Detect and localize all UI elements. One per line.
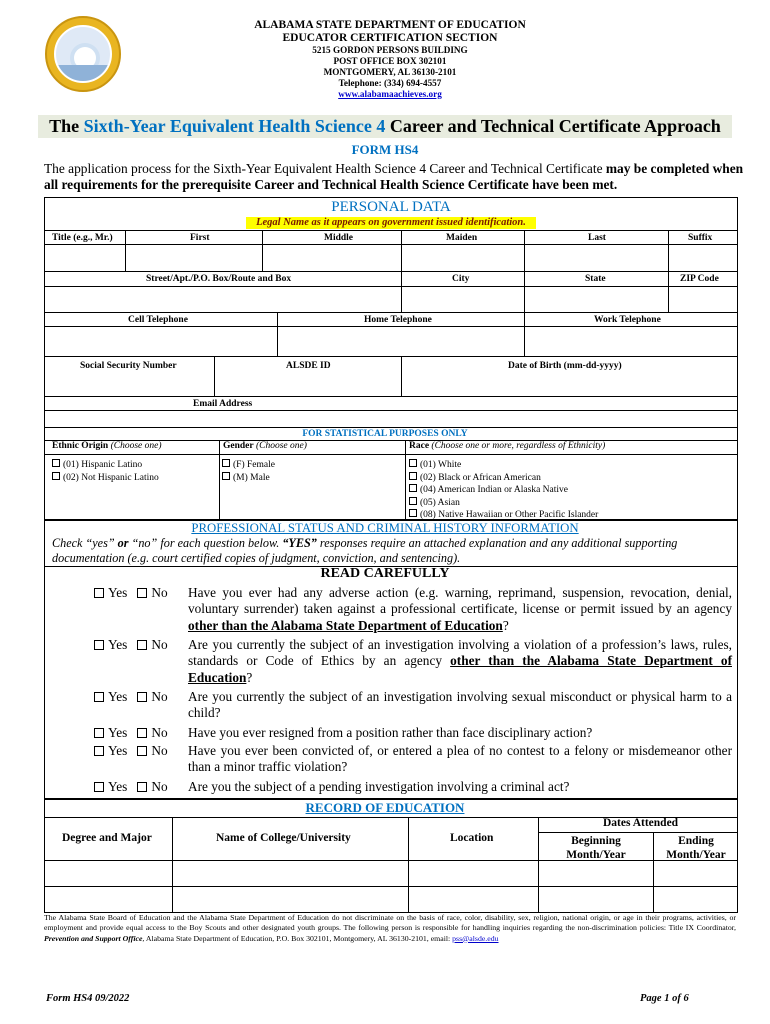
telephone: Telephone: (334) 694-4557 <box>338 78 442 88</box>
col-dates-attended: Dates Attended <box>603 817 679 829</box>
yes-checkbox[interactable]: Yes <box>94 585 127 600</box>
city-input[interactable] <box>402 287 524 311</box>
personal-data-title: PERSONAL DATA <box>331 199 451 215</box>
yes-checkbox[interactable]: Yes <box>94 725 127 740</box>
checkbox[interactable] <box>409 509 417 517</box>
checkbox[interactable] <box>409 484 417 492</box>
col-location: Location <box>450 832 494 844</box>
professional-status-title: PROFESSIONAL STATUS AND CRIMINAL HISTORY INFORMATION <box>191 521 579 535</box>
label-first: First <box>190 233 210 243</box>
legal-name-note: Legal Name as it appears on government issued identification. <box>246 217 536 229</box>
label-home: Home Telephone <box>364 315 432 325</box>
nondiscrimination-notice: The Alabama State Board of Education and the Alabama State Department of Education do not discriminate on the basis of race, color, disability, sex, religion, national origin, or age in their programs, activities, or employment and provide equal access to the Boy Scouts and other designated youth groups. The following person is responsible for handling inquiries regarding the non-discrimination policies: Title IX Coordinator, Prevention and Support Office, Alabama State Department of Education, P.O. Box 302101, Montgomery, AL 36130-2101, email: pss@alsde.edu <box>44 913 736 943</box>
question-row <box>94 779 734 797</box>
first-name-input[interactable] <box>126 245 262 271</box>
email-link[interactable]: pss@alsde.edu <box>452 933 499 943</box>
ethnic-option-hispanic[interactable]: (01) Hispanic Latino <box>52 459 159 472</box>
no-checkbox[interactable]: No <box>137 725 167 740</box>
no-checkbox[interactable]: No <box>137 637 167 652</box>
intro-text: The application process for the Sixth-Year Equivalent Health Science 4 Career and Technical Certificate may be completed when all requirements for the prerequisite Career and Technical Health Science Certificate have been met. <box>44 161 744 192</box>
race-option-pacific-islander[interactable]: (08) Native Hawaiian or Other Pacific Islander <box>409 509 598 522</box>
question-row <box>94 689 734 725</box>
middle-name-input[interactable] <box>263 245 401 271</box>
city-zip: MONTGOMERY, AL 36130-2101 <box>323 67 457 77</box>
professional-instructions: Check “yes” or “no” for each question below. “YES” responses require an attached explanation and any additional supporting documentation (e.g. court certified copies of judgment, conviction, and sentencing). <box>52 536 678 565</box>
education-title: RECORD OF EDUCATION <box>305 800 465 815</box>
yes-checkbox[interactable]: Yes <box>94 779 127 794</box>
question-text: Have you ever resigned from a position rather than face disciplinary action? <box>188 725 593 740</box>
no-checkbox[interactable]: No <box>137 689 167 704</box>
ethnic-options <box>52 459 159 484</box>
title-input[interactable] <box>45 245 125 271</box>
po-box: POST OFFICE BOX 302101 <box>333 56 447 66</box>
form-version: Form HS4 09/2022 <box>46 993 130 1004</box>
col-college: Name of College/University <box>216 832 351 844</box>
checkbox[interactable] <box>409 472 417 480</box>
checkbox[interactable] <box>409 497 417 505</box>
checkbox[interactable] <box>222 459 230 467</box>
agency-header <box>150 19 630 100</box>
race-option-asian[interactable]: (05) Asian <box>409 497 598 510</box>
checkbox[interactable] <box>52 459 60 467</box>
label-email: Email Address <box>193 399 253 409</box>
ethnic-origin-label: Ethnic Origin (Choose one) <box>52 441 162 451</box>
race-options <box>409 459 598 522</box>
home-phone-input[interactable] <box>278 327 524 355</box>
page-number: Page 1 of 6 <box>640 993 689 1004</box>
race-option-american-indian[interactable]: (04) American Indian or Alaska Native <box>409 484 598 497</box>
label-suffix: Suffix <box>688 233 713 243</box>
state-seal-logo <box>45 16 121 92</box>
label-title: Title (e.g., Mr.) <box>52 233 113 243</box>
read-carefully-heading: READ CAREFULLY <box>320 566 450 581</box>
education-row-input[interactable] <box>45 861 737 885</box>
label-city: City <box>452 274 470 284</box>
section-name: EDUCATOR CERTIFICATION SECTION <box>282 32 498 44</box>
question-row <box>94 585 734 637</box>
gender-option-male[interactable]: (M) Male <box>222 472 275 485</box>
label-ssn: Social Security Number <box>80 361 177 371</box>
question-text: Are you currently the subject of an investigation involving a violation of a profession’s laws, rules, standards or Code of Ethics by an agency other than the Alabama State Department of Education? <box>188 637 732 685</box>
yes-checkbox[interactable]: Yes <box>94 743 127 758</box>
ssn-input[interactable] <box>45 373 214 395</box>
question-text: Are you the subject of a pending investigation involving a criminal act? <box>188 779 570 794</box>
stat-title: FOR STATISTICAL PURPOSES ONLY <box>302 429 468 439</box>
question-text: Have you ever had any adverse action (e.g. warning, reprimand, suspension, revocation, denial, voluntary surrender) taken against a professional certificate, license or permit issued by an agency other than the Alabama State Department of Education? <box>188 585 732 633</box>
label-zip: ZIP Code <box>680 274 719 284</box>
maiden-name-input[interactable] <box>402 245 524 271</box>
col-degree-major: Degree and Major <box>62 832 152 844</box>
cell-phone-input[interactable] <box>45 327 277 355</box>
label-alsde-id: ALSDE ID <box>286 361 331 371</box>
suffix-input[interactable] <box>669 245 737 271</box>
question-row <box>94 637 734 689</box>
page-title: The Sixth-Year Equivalent Health Science 4 Career and Technical Certificate Approach <box>38 115 732 138</box>
gender-options <box>222 459 275 484</box>
question-row <box>94 743 734 779</box>
label-street: Street/Apt./P.O. Box/Route and Box <box>146 274 292 284</box>
question-row <box>94 725 734 743</box>
dob-input[interactable] <box>402 373 737 395</box>
question-text: Have you ever been convicted of, or entered a plea of no contest to a felony or misdemeanor other than a minor traffic violation? <box>188 743 732 775</box>
ethnic-option-not-hispanic[interactable]: (02) Not Hispanic Latino <box>52 472 159 485</box>
yes-checkbox[interactable]: Yes <box>94 689 127 704</box>
label-dob: Date of Birth (mm-dd-yyyy) <box>508 361 622 371</box>
label-work: Work Telephone <box>594 315 661 325</box>
race-option-black[interactable]: (02) Black or African American <box>409 472 598 485</box>
label-middle: Middle <box>324 233 354 243</box>
building: 5215 GORDON PERSONS BUILDING <box>312 45 468 55</box>
question-text: Are you currently the subject of an investigation involving sexual misconduct or physical harm to a child? <box>188 689 732 721</box>
checkbox[interactable] <box>52 472 60 480</box>
label-last: Last <box>588 233 606 243</box>
form-number: FORM HS4 <box>351 142 419 157</box>
no-checkbox[interactable]: No <box>137 585 167 600</box>
email-input[interactable] <box>45 411 737 427</box>
col-ending: Ending Month/Year <box>666 835 726 861</box>
state-input[interactable] <box>525 287 668 311</box>
gender-option-female[interactable]: (F) Female <box>222 459 275 472</box>
label-state: State <box>585 274 606 284</box>
zip-input[interactable] <box>669 287 737 311</box>
alsde-id-input[interactable] <box>215 373 401 395</box>
label-maiden: Maiden <box>446 233 478 243</box>
work-phone-input[interactable] <box>525 327 737 355</box>
race-label: Race (Choose one or more, regardless of Ethnicity) <box>409 441 606 451</box>
col-beginning: Beginning Month/Year <box>566 835 626 861</box>
race-option-white[interactable]: (01) White <box>409 459 598 472</box>
checkbox[interactable] <box>409 459 417 467</box>
gender-label: Gender (Choose one) <box>223 441 307 451</box>
education-row-input[interactable] <box>45 887 737 912</box>
agency-name: ALABAMA STATE DEPARTMENT OF EDUCATION <box>254 19 526 31</box>
label-cell: Cell Telephone <box>128 315 188 325</box>
no-checkbox[interactable]: No <box>137 743 167 758</box>
website-link[interactable]: www.alabamaachieves.org <box>338 89 442 99</box>
checkbox[interactable] <box>222 472 230 480</box>
yes-checkbox[interactable]: Yes <box>94 637 127 652</box>
no-checkbox[interactable]: No <box>137 779 167 794</box>
last-name-input[interactable] <box>525 245 668 271</box>
street-input[interactable] <box>45 287 401 311</box>
